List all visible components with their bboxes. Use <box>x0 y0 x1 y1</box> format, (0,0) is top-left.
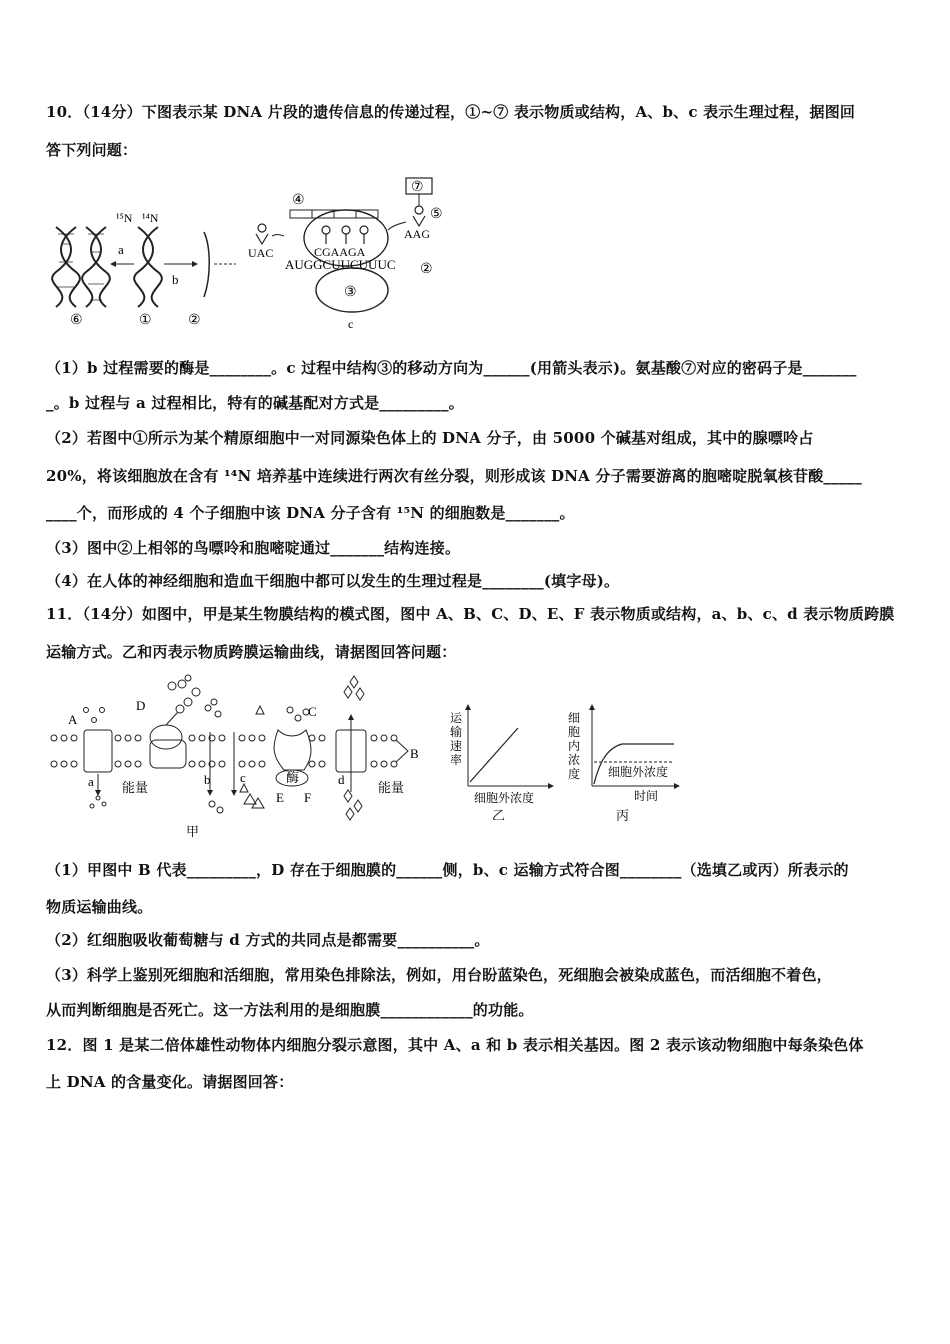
label-b-path: b <box>204 772 211 787</box>
q10-p1-line1: （1）b 过程需要的酶是________。c 过程中结构③的移动方向为______(用箭头表示)。氨基酸⑦对应的密码子是_______ <box>46 359 857 377</box>
yi-ylabel-1: 运 <box>450 711 463 725</box>
label-15n: ¹⁵N <box>116 211 133 225</box>
q10-figure <box>46 172 466 334</box>
q10-p3: （3）图中②上相邻的鸟嘌呤和胞嘧啶通过_______结构连接。 <box>46 539 461 557</box>
anticodon-sequence: CGAAGA <box>314 245 366 259</box>
label-4: ④ <box>292 193 305 208</box>
label-c-path: c <box>240 770 246 785</box>
q11-p3-line2: 从而判断细胞是否死亡。这一方法利用的是细胞膜____________的功能。 <box>46 1001 534 1019</box>
bing-ylabel-3: 内 <box>568 739 581 753</box>
q10-p2-line3: ____个，而形成的 4 个子细胞中该 DNA 分子含有 ¹⁵N 的细胞数是_______。 <box>46 504 575 522</box>
q11-p3-line1: （3）科学上鉴别死细胞和活细胞，常用染色排除法，例如，用台盼蓝染色，死细胞会被染成蓝色，而活细胞不着色， <box>46 966 832 984</box>
codon-aag: AAG <box>404 227 430 241</box>
q10-stem-line1: 10．（14分）下图表示某 DNA 片段的遗传信息的传递过程，①~⑦ 表示物质或结构，A、b、c 表示生理过程，据图回 <box>46 103 856 121</box>
q11-p2: （2）红细胞吸收葡萄糖与 d 方式的共同点是都需要__________。 <box>46 931 490 949</box>
q10-p2-line1: （2）若图中①所示为某个精原细胞中一对同源染色体上的 DNA 分子，由 5000 个碱基对组成，其中的腺嘌呤占 <box>46 429 814 447</box>
yi-xlabel: 细胞外浓度 <box>474 791 535 805</box>
bing-ylabel-1: 细 <box>568 711 581 725</box>
label-C: C <box>308 704 317 719</box>
q10-p2-line2: 20%，将该细胞放在含有 ¹⁴N 培养基中连续进行两次有丝分裂，则形成该 DNA 分子需要游离的胞嘧啶脱氧核苷酸_____ <box>46 467 862 485</box>
q11-p1-line1: （1）甲图中 B 代表_________，D 存在于细胞膜的______侧，b、c 运输方式符合图________（选填乙或丙）所表示的 <box>46 861 849 879</box>
yi-curve <box>470 728 518 782</box>
label-jia: 甲 <box>186 824 200 839</box>
label-energy-1: 能量 <box>122 780 149 795</box>
mrna-sequence: AUGGCUUCUUUC <box>285 257 396 272</box>
q10-stem-line2: 答下列问题： <box>46 141 138 159</box>
bing-ylabel-5: 度 <box>568 767 581 781</box>
yi-ylabel-2: 输 <box>450 725 463 739</box>
label-c: c <box>348 317 354 331</box>
q10-p1-line2: _。b 过程与 a 过程相比，特有的碱基配对方式是_________。 <box>46 394 464 412</box>
bilayer-top-heads <box>51 735 397 741</box>
label-d-path: d <box>338 772 345 787</box>
q11-figure-bing <box>564 700 694 824</box>
yi-ylabel-3: 速 <box>450 739 463 753</box>
label-3: ③ <box>344 285 357 300</box>
q11-stem-line1: 11．（14分）如图中，甲是某生物膜结构的模式图，图中 A、B、C、D、E、F 表示物质或结构，a、b、c、d 表示物质跨膜 <box>46 605 895 623</box>
label-2-mrna: ② <box>420 262 433 277</box>
q11-p1-line2: 物质运输曲线。 <box>46 898 153 916</box>
q11-stem-line2: 运输方式。乙和丙表示物质跨膜运输曲线，请据图回答问题： <box>46 643 457 661</box>
codon-uac: UAC <box>248 246 274 260</box>
bing-dashed-label: 细胞外浓度 <box>608 765 669 779</box>
label-7: ⑦ <box>411 180 424 195</box>
label-yi: 乙 <box>492 808 506 820</box>
label-a: a <box>118 242 124 257</box>
bing-ylabel-4: 浓 <box>568 753 581 767</box>
label-enzyme: 酶 <box>286 770 300 785</box>
label-A: A <box>68 712 78 727</box>
dna-helix-1 <box>134 227 162 307</box>
q12-stem-line2: 上 DNA 的含量变化。请据图回答： <box>46 1073 294 1091</box>
label-a-path: a <box>88 774 94 789</box>
q10-p4: （4）在人体的神经细胞和造血干细胞中都可以发生的生理过程是________(填字母)。 <box>46 572 620 590</box>
label-1: ① <box>139 313 152 328</box>
label-F: F <box>304 790 312 805</box>
bing-xlabel: 时间 <box>634 789 659 803</box>
label-6: ⑥ <box>70 313 83 328</box>
label-E: E <box>276 790 284 805</box>
label-b: b <box>172 272 179 287</box>
label-B: B <box>410 746 419 761</box>
q11-figure-yi <box>440 700 560 820</box>
yi-ylabel-4: 率 <box>450 753 463 767</box>
bing-ylabel-2: 胞 <box>568 725 581 739</box>
label-2-bottom: ② <box>188 313 201 328</box>
bilayer-bottom-heads <box>51 761 397 767</box>
label-bing: 丙 <box>616 808 630 823</box>
label-D: D <box>136 698 146 713</box>
q12-stem-line1: 12．图 1 是某二倍体雄性动物体内细胞分裂示意图，其中 A、a 和 b 表示相关基因。图 2 表示该动物细胞中每条染色体 <box>46 1036 864 1054</box>
label-energy-2: 能量 <box>378 780 405 795</box>
label-14n: ¹⁴N <box>142 211 159 225</box>
q11-figure-jia <box>46 674 436 844</box>
label-5: ⑤ <box>430 207 443 222</box>
dna-helix-6 <box>52 227 110 307</box>
